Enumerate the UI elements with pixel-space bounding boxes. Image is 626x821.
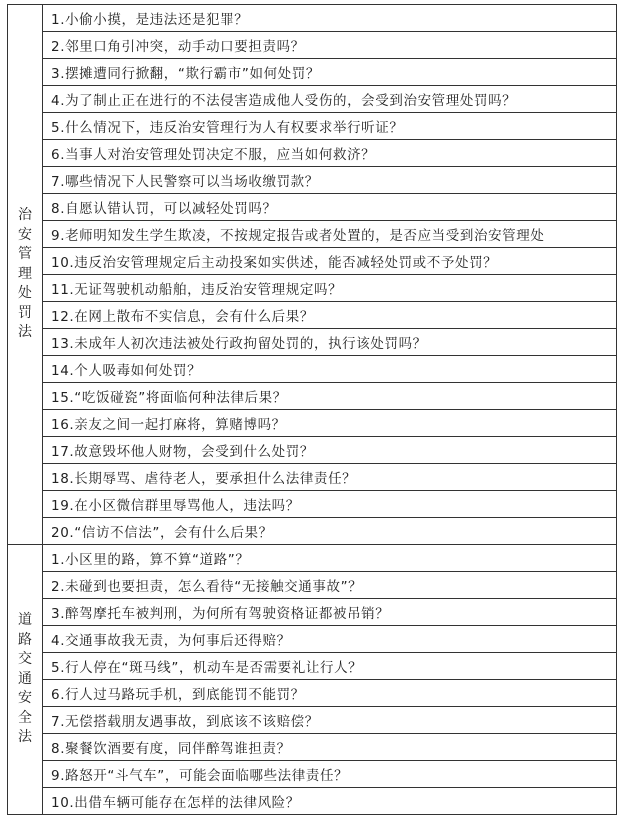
question-cell: 19.在小区微信群里辱骂他人，违法吗？ <box>43 491 617 518</box>
question-cell: 5.行人停在“斑马线”，机动车是否需要礼让行人？ <box>43 653 617 680</box>
question-cell: 16.亲友之间一起打麻将，算赌博吗？ <box>43 410 617 437</box>
table-row <box>8 734 617 761</box>
table-row <box>8 761 617 788</box>
table-row <box>8 32 617 59</box>
table-row <box>8 410 617 437</box>
question-cell: 14.个人吸毒如何处罚？ <box>43 356 617 383</box>
question-cell: 8.自愿认错认罚，可以减轻处罚吗？ <box>43 194 617 221</box>
question-table <box>7 4 617 815</box>
table-row <box>8 113 617 140</box>
question-cell: 1.小偷小摸，是违法还是犯罪？ <box>43 5 617 32</box>
question-cell: 8.聚餐饮酒要有度，同伴醉驾谁担责？ <box>43 734 617 761</box>
question-cell: 9.路怒开“斗气车”，可能会面临哪些法律责任？ <box>43 761 617 788</box>
table-row <box>8 140 617 167</box>
question-cell: 7.哪些情况下人民警察可以当场收缴罚款？ <box>43 167 617 194</box>
table-row <box>8 437 617 464</box>
table-row <box>8 167 617 194</box>
question-cell: 11.无证驾驶机动船舶，违反治安管理规定吗？ <box>43 275 617 302</box>
question-cell: 10.违反治安管理规定后主动投案如实供述，能否减轻处罚或不予处罚？ <box>43 248 617 275</box>
question-cell: 17.故意毁坏他人财物，会受到什么处罚？ <box>43 437 617 464</box>
category-cell: 治 安 管 理 处 罚 法 <box>8 5 43 545</box>
table-row <box>8 86 617 113</box>
table-row <box>8 653 617 680</box>
table-row <box>8 5 617 32</box>
table-row <box>8 788 617 815</box>
question-cell: 7.无偿搭载朋友遇事故，到底该不该赔偿？ <box>43 707 617 734</box>
table-row <box>8 59 617 86</box>
table-row <box>8 518 617 545</box>
question-cell: 15.“吃饭碰瓷”将面临何种法律后果？ <box>43 383 617 410</box>
table-row <box>8 464 617 491</box>
question-cell: 3.摆摊遭同行掀翻，“欺行霸市”如何处罚？ <box>43 59 617 86</box>
question-cell: 3.醉驾摩托车被判刑，为何所有驾驶资格证都被吊销？ <box>43 599 617 626</box>
table-row <box>8 302 617 329</box>
table-row <box>8 491 617 518</box>
table-row <box>8 383 617 410</box>
question-cell: 20.“信访不信法”，会有什么后果？ <box>43 518 617 545</box>
question-cell: 18.长期辱骂、虐待老人，要承担什么法律责任？ <box>43 464 617 491</box>
question-cell: 4.为了制止正在进行的不法侵害造成他人受伤的，会受到治安管理处罚吗？ <box>43 86 617 113</box>
question-cell: 12.在网上散布不实信息，会有什么后果？ <box>43 302 617 329</box>
question-cell: 6.行人过马路玩手机，到底能罚不能罚？ <box>43 680 617 707</box>
table-row <box>8 248 617 275</box>
table-row <box>8 275 617 302</box>
table-row <box>8 356 617 383</box>
table-row <box>8 221 617 248</box>
table-row <box>8 599 617 626</box>
question-cell: 2.邻里口角引冲突，动手动口要担责吗？ <box>43 32 617 59</box>
question-cell: 9.老师明知发生学生欺凌，不按规定报告或者处置的，是否应当受到治安管理处 <box>43 221 617 248</box>
question-cell: 2.未碰到也要担责，怎么看待“无接触交通事故”？ <box>43 572 617 599</box>
table-row <box>8 707 617 734</box>
table-row <box>8 194 617 221</box>
table-row <box>8 626 617 653</box>
question-cell: 6.当事人对治安管理处罚决定不服，应当如何救济？ <box>43 140 617 167</box>
table-row <box>8 545 617 572</box>
question-cell: 1.小区里的路，算不算“道路”？ <box>43 545 617 572</box>
table-row <box>8 680 617 707</box>
question-cell: 10.出借车辆可能存在怎样的法律风险？ <box>43 788 617 815</box>
category-cell: 道 路 交 通 安 全 法 <box>8 545 43 815</box>
question-cell: 13.未成年人初次违法被处行政拘留处罚的，执行该处罚吗？ <box>43 329 617 356</box>
question-cell: 4.交通事故我无责，为何事后还得赔？ <box>43 626 617 653</box>
table-row <box>8 329 617 356</box>
table-row <box>8 572 617 599</box>
question-cell: 5.什么情况下，违反治安管理行为人有权要求举行听证？ <box>43 113 617 140</box>
